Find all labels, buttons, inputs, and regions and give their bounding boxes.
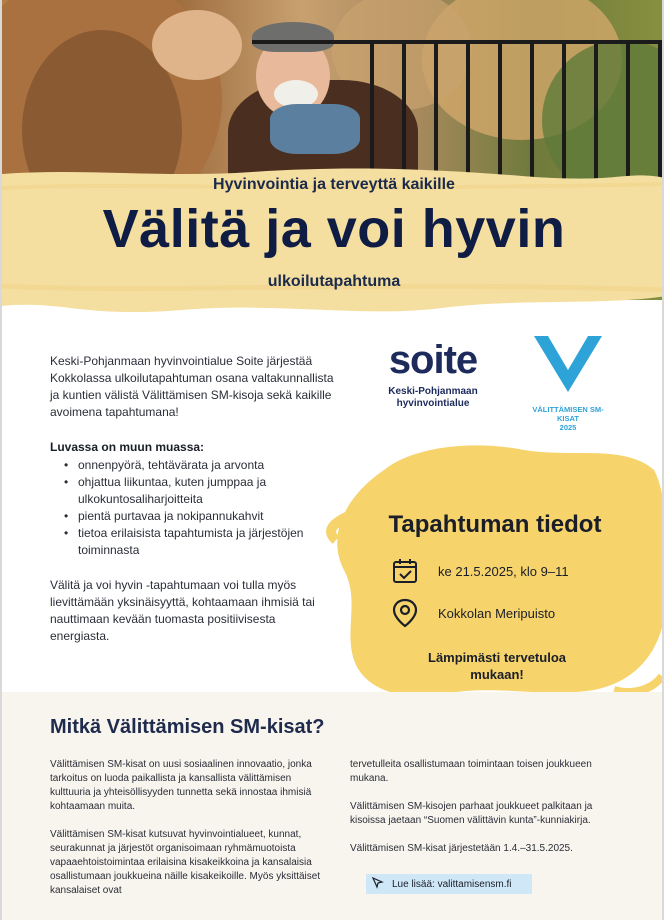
welcome-line-1: Lämpimästi tervetuloa xyxy=(428,650,566,665)
v-heart-icon xyxy=(530,332,606,396)
list-item: • onnenpyörä, tehtävärata ja arvonta xyxy=(64,457,334,474)
read-more-link[interactable] xyxy=(366,874,532,894)
welcome-line-2: mukaan! xyxy=(470,667,524,682)
event-date: ke 21.5.2025, klo 9–11 xyxy=(438,563,569,579)
event-place-row xyxy=(390,598,650,628)
valittamisen-sm-kisat-logo xyxy=(522,332,614,432)
soite-subtitle-1: Keski-Pohjanmaan xyxy=(388,386,478,397)
info-right-column xyxy=(350,758,622,870)
info-left-column xyxy=(50,758,322,912)
kicker: Hyvinvointia ja terveyttä kaikille xyxy=(213,176,455,193)
soite-logo xyxy=(378,340,488,410)
map-pin-icon xyxy=(390,598,420,628)
calendar-check-icon xyxy=(390,556,420,586)
list-item: • pientä purtavaa ja nokipannukahvit xyxy=(64,508,334,525)
event-date-row xyxy=(390,556,650,586)
railing xyxy=(252,36,664,186)
intro-paragraph: Keski-Pohjanmaan hyvinvointialue Soite järjestää Kokkolassa ulkoilutapahtuman osana valtakunnallista ja kuntien välistä Välittämisen SM-kisoja sekä kaikille avoimena tapahtumana! xyxy=(50,354,334,419)
info-paragraph: tervetulleita osallistumaan toimintaan toisen joukkueen mukana. xyxy=(350,759,592,784)
program-list xyxy=(64,457,334,559)
cursor-icon xyxy=(372,877,384,892)
soite-wordmark: soite xyxy=(388,338,478,382)
vlogo-caption-1: VÄLITTÄMISEN SM-KISAT xyxy=(532,405,604,423)
info-paragraph: Välittämisen SM-kisat kutsuvat hyvinvointialueet, kunnat, seurakunnat ja järjestöt organisoimaan ryhmämuotoista vapaaehtoistoimintaa erilaisina kisakeikkoina ja kansalaisia osallistumaan joukkueina näille kisakeikoille. Myös yksittäiset kansalaiset ovat xyxy=(50,829,321,896)
section-title: Mitkä Välittämisen SM-kisat? xyxy=(50,716,325,738)
page-title: Välitä ja voi hyvin xyxy=(102,199,566,259)
list-item: • ohjattua liikuntaa, kuten jumppaa ja ulkokuntosaliharjoitteita xyxy=(64,474,334,508)
info-paragraph: Välittämisen SM-kisat on uusi sosiaalinen innovaatio, jonka tarkoitus on luoda paikallista ja kansallista välittämisen kulttuuria ja yhteisöllisyyden tunnetta sekä innostaa ihmisiä kohtaamaan muita. xyxy=(50,759,312,812)
soite-subtitle-2: hyvinvointialue xyxy=(396,398,470,409)
event-title: Tapahtuman tiedot xyxy=(388,511,602,538)
list-title: Luvassa on muun muassa: xyxy=(50,440,205,454)
event-welcome xyxy=(372,649,622,683)
info-paragraph: Välittämisen SM-kisat järjestetään 1.4.–31.5.2025. xyxy=(350,843,573,854)
event-place: Kokkolan Meripuisto xyxy=(438,605,556,621)
vlogo-caption-2: 2025 xyxy=(559,423,577,432)
list-item: • tietoa erilaisista tapahtumista ja järjestöjen toiminnasta xyxy=(64,525,334,559)
outro-paragraph: Välitä ja voi hyvin -tapahtumaan voi tulla myös lievittämään yksinäisyyttä, kohtaamaan ihmisiä tai nauttimaan kevään tuomasta positiivisesta energiasta. xyxy=(50,578,315,643)
subtitle: ulkoilutapahtuma xyxy=(267,273,401,290)
read-more-label: Lue lisää: valittamisensm.fi xyxy=(392,878,512,890)
info-paragraph: Välittämisen SM-kisojen parhaat joukkueet palkitaan ja kisoissa jaetaan “Suomen välittävin kunta”-kunniakirja. xyxy=(350,801,593,826)
